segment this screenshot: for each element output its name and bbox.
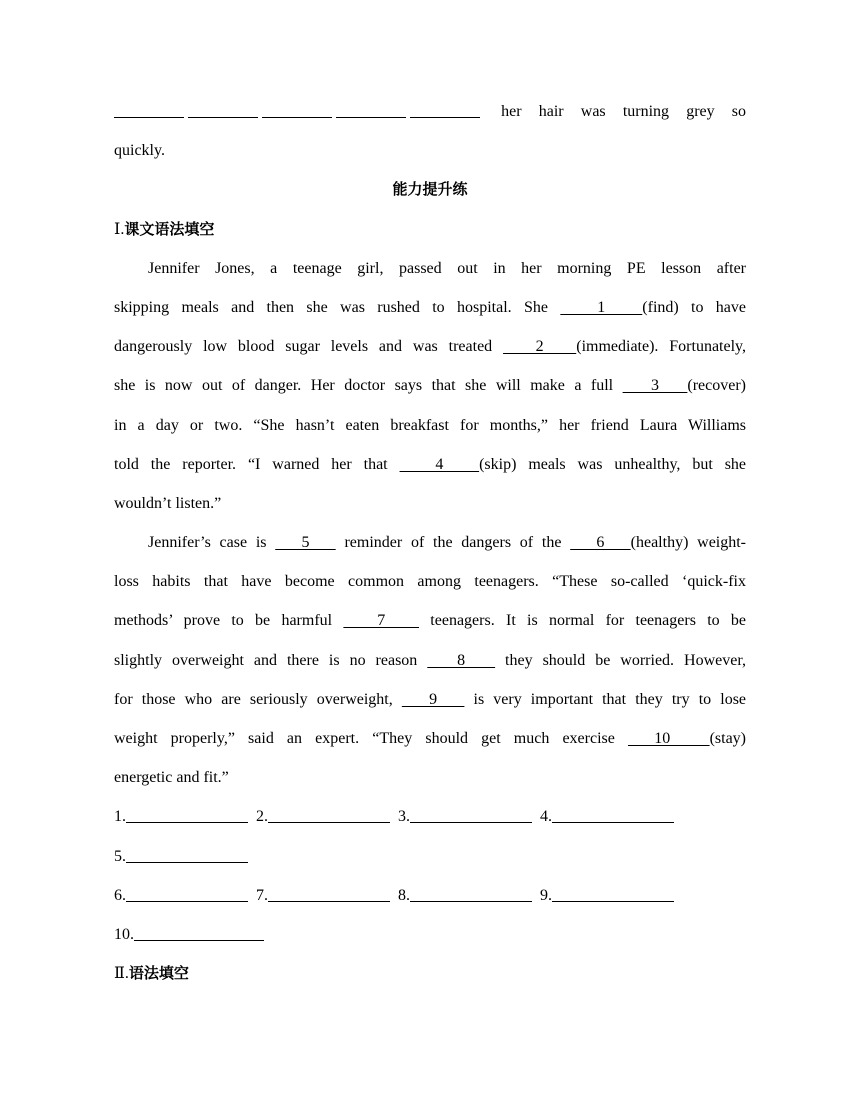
answer-2[interactable]: 2.	[256, 797, 390, 836]
blank-5: 5	[275, 534, 336, 552]
blank-3: 3	[622, 377, 688, 395]
part-one-title: 课文语法填空	[124, 219, 215, 238]
section-title: 能力提升练	[392, 180, 468, 199]
answer-row-1	[114, 797, 746, 836]
passage-line: slightly overweight and there is no reason 8 they should be worried. However,	[114, 651, 747, 669]
passage-line: wouldn’t listen.”	[114, 494, 222, 512]
previous-sentence-line	[114, 92, 746, 131]
passage-line: in a day or two. “She hasn’t eaten breakfast for months,” her friend Laura Williams	[114, 416, 746, 434]
blank-4: 4	[399, 455, 480, 473]
passage-paragraph-1	[114, 249, 746, 523]
passage-line: dangerously low blood sugar levels and was treated 2 (immediate). Fortunately,	[114, 338, 747, 356]
answer-5[interactable]: 5.	[114, 837, 248, 876]
passage-line: told the reporter. “I warned her that 4 (skip) meals was unhealthy, but she	[114, 455, 747, 473]
blank-10: 10	[627, 730, 710, 747]
blank-7: 7	[343, 612, 420, 630]
part-two-numeral: Ⅱ.	[114, 965, 129, 983]
passage-line: loss habits that have become common among teenagers. “These so-called ‘quick-fix	[114, 573, 746, 591]
answer-row-3	[114, 876, 746, 915]
blank-6: 6	[570, 534, 631, 552]
answer-3[interactable]: 3.	[398, 797, 532, 836]
answer-4[interactable]: 4.	[540, 797, 674, 836]
answer-row-2	[114, 837, 746, 876]
answer-8[interactable]: 8.	[398, 876, 532, 915]
part-two-heading	[114, 954, 746, 993]
passage-line: weight properly,” said an expert. “They should get much exercise 10 (stay)	[114, 730, 747, 747]
sentence-blank-4[interactable]	[336, 101, 406, 118]
answer-7[interactable]: 7.	[256, 876, 390, 915]
blank-1: 1	[560, 298, 643, 316]
part-two-title: 语法填空	[128, 964, 189, 983]
passage-line: for those who are seriously overweight, 9 is very important that they try to lose	[114, 690, 747, 708]
answer-6[interactable]: 6.	[114, 876, 248, 915]
part-one-numeral: Ⅰ.	[114, 220, 125, 238]
passage-line: energetic and fit.”	[114, 769, 229, 787]
blank-9: 9	[401, 690, 465, 708]
answer-9[interactable]: 9.	[540, 876, 674, 915]
blank-8: 8	[427, 651, 496, 669]
sentence-tail: her hair was turning grey so	[501, 103, 746, 120]
sentence-blank-3[interactable]	[262, 101, 332, 118]
passage-line: methods’ prove to be harmful 7 teenagers. It is normal for teenagers to be	[114, 612, 747, 630]
part-one-heading	[114, 210, 746, 249]
passage-line: skipping meals and then she was rushed to hospital. She 1 (find) to have	[114, 298, 747, 316]
previous-sentence-end: quickly.	[114, 142, 165, 160]
sentence-blank-5[interactable]	[410, 101, 480, 118]
passage-line: Jennifer’s case is 5 reminder of the dangers of the 6 (healthy) weight-	[148, 534, 747, 552]
answer-10[interactable]: 10.	[114, 915, 264, 954]
passage-paragraph-2	[114, 523, 746, 797]
answer-row-4	[114, 915, 746, 954]
sentence-blank-2[interactable]	[188, 101, 258, 118]
answer-1[interactable]: 1.	[114, 797, 248, 836]
blank-2: 2	[503, 338, 577, 356]
document-page	[114, 92, 746, 993]
passage-line: she is now out of danger. Her doctor says that she will make a full 3 (recover)	[114, 377, 747, 395]
passage-line: Jennifer Jones, a teenage girl, passed out in her morning PE lesson after	[148, 259, 746, 277]
sentence-blank-1[interactable]	[114, 101, 184, 118]
